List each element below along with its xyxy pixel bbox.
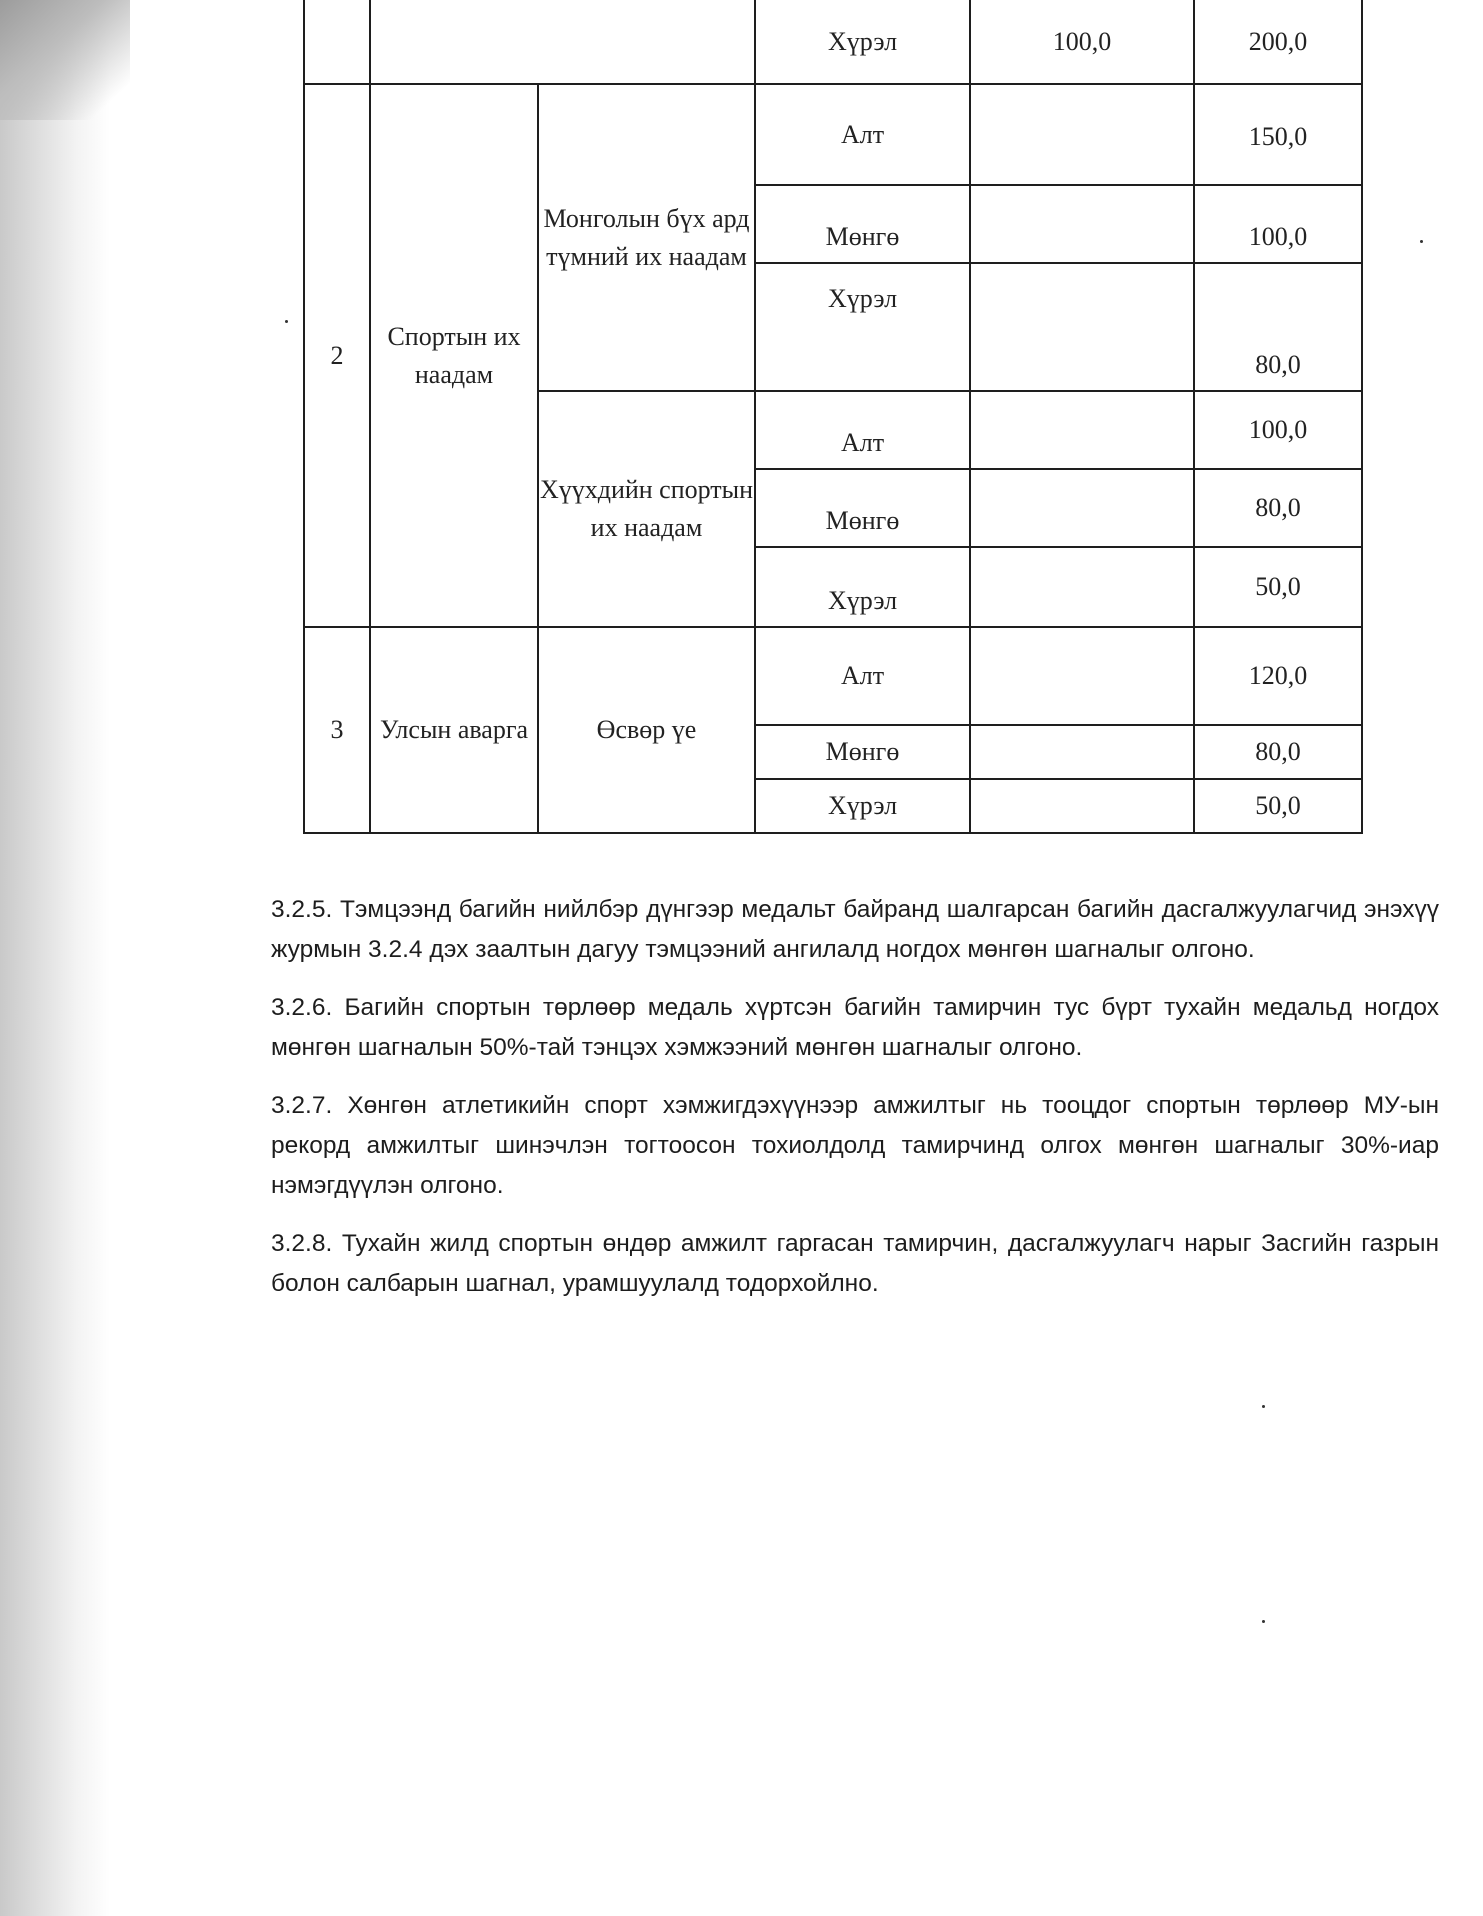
table-cell-event: Улсын аварга bbox=[370, 627, 538, 833]
table-cell-medal: Мөнгө bbox=[755, 725, 970, 779]
table-cell-value-b: 80,0 bbox=[1194, 469, 1362, 547]
table-cell-value-b: 100,0 bbox=[1194, 185, 1362, 263]
table-cell-value-b: 200,0 bbox=[1194, 0, 1362, 84]
table-cell-no: 2 bbox=[304, 84, 370, 627]
table-cell-medal: Алт bbox=[755, 391, 970, 469]
table-cell-category: Өсвөр үе bbox=[538, 627, 755, 833]
table-cell-value-a bbox=[970, 84, 1194, 185]
scan-speck bbox=[1262, 1620, 1265, 1623]
table-cell-value-a bbox=[970, 185, 1194, 263]
scan-corner-shadow bbox=[0, 0, 130, 120]
table-cell-value-b: 50,0 bbox=[1194, 779, 1362, 833]
table-cell-value-b: 120,0 bbox=[1194, 627, 1362, 725]
table-cell-medal: Хүрэл bbox=[755, 263, 970, 391]
table-cell-value-b: 80,0 bbox=[1194, 263, 1362, 391]
table-cell-value-a bbox=[970, 547, 1194, 627]
table-cell-category: Монголын бүх ард түмний их наадам bbox=[538, 84, 755, 391]
table-row bbox=[304, 0, 1362, 84]
table-cell-event bbox=[370, 0, 755, 84]
table-cell-medal: Мөнгө bbox=[755, 185, 970, 263]
table-cell-value-a bbox=[970, 469, 1194, 547]
table-cell-value-a: 100,0 bbox=[970, 0, 1194, 84]
table-cell-medal: Мөнгө bbox=[755, 469, 970, 547]
table-cell-medal: Хүрэл bbox=[755, 779, 970, 833]
table-cell-value-b: 80,0 bbox=[1194, 725, 1362, 779]
table-cell-value-b: 50,0 bbox=[1194, 547, 1362, 627]
scan-speck bbox=[1262, 1405, 1265, 1408]
scan-speck bbox=[1420, 240, 1423, 243]
table-cell-event: Спортын их наадам bbox=[370, 84, 538, 627]
body-text bbox=[271, 890, 1439, 1322]
table-cell-medal: Алт bbox=[755, 627, 970, 725]
table-cell-value-a bbox=[970, 725, 1194, 779]
award-table bbox=[303, 0, 1363, 834]
table-cell-value-a bbox=[970, 779, 1194, 833]
table-cell-value-a bbox=[970, 627, 1194, 725]
table-cell-no bbox=[304, 0, 370, 84]
table-cell-value-a bbox=[970, 391, 1194, 469]
table-cell-value-b: 100,0 bbox=[1194, 391, 1362, 469]
scan-speck bbox=[285, 320, 288, 323]
table-cell-medal: Хүрэл bbox=[755, 0, 970, 84]
table-cell-medal: Алт bbox=[755, 84, 970, 185]
paragraph-3-2-6: 3.2.6. Багийн спортын төрлөөр медаль хүртсэн багийн тамирчин тус бүрт тухайн медальд ногдох мөнгөн шагналын 50%-тай тэнцэх хэмжээний мөнгөн шагналыг олгоно. bbox=[271, 994, 1439, 1061]
table-cell-value-a bbox=[970, 263, 1194, 391]
table-row bbox=[304, 84, 1362, 185]
table-cell-no: 3 bbox=[304, 627, 370, 833]
paragraph-3-2-5: 3.2.5. Тэмцээнд багийн нийлбэр дүнгээр медальт байранд шалгарсан багийн дасгалжуулагчид энэхүү журмын 3.2.4 дэх заалтын дагуу тэмцээний ангилалд ногдох мөнгөн шагналыг олгоно. bbox=[271, 896, 1439, 963]
scan-edge-shadow bbox=[0, 0, 110, 1916]
paragraph-3-2-8: 3.2.8. Тухайн жилд спортын өндөр амжилт гаргасан тамирчин, дасгалжуулагч нарыг Засгийн газрын болон салбарын шагнал, урамшуулалд тодорхойлно. bbox=[271, 1230, 1439, 1297]
paragraph-3-2-7: 3.2.7. Хөнгөн атлетикийн спорт хэмжигдэхүүнээр амжилтыг нь тооцдог спортын төрлөөр МУ-ын рекорд амжилтыг шинэчлэн тогтоосон тохиолдолд тамирчинд олгох мөнгөн шагналыг 30%-иар нэмэгдүүлэн олгоно. bbox=[271, 1092, 1439, 1199]
table-cell-medal: Хүрэл bbox=[755, 547, 970, 627]
table-cell-category: Хүүхдийн спортын их наадам bbox=[538, 391, 755, 627]
table-cell-value-b: 150,0 bbox=[1194, 84, 1362, 185]
table-row bbox=[304, 627, 1362, 725]
